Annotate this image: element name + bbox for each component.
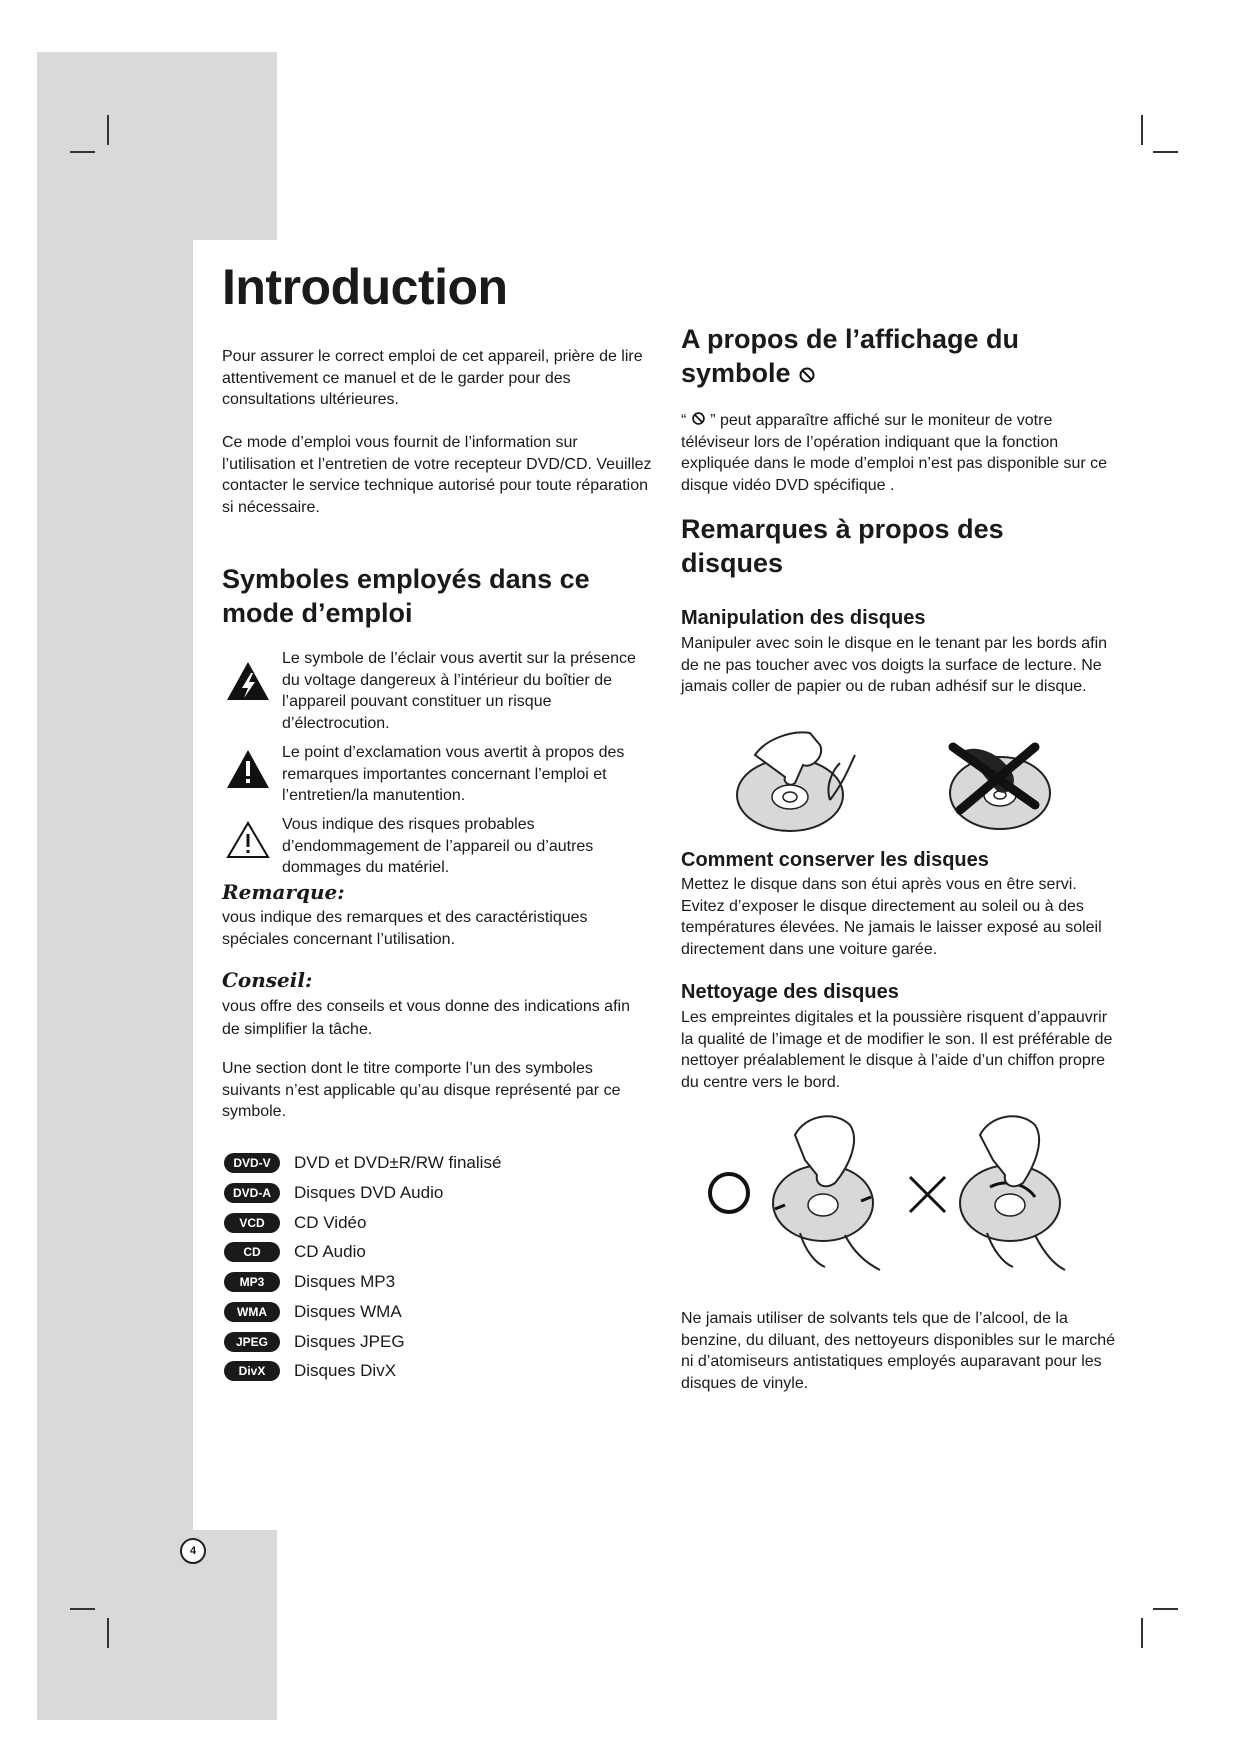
jpeg-badge-icon: JPEG	[224, 1332, 280, 1352]
list-item	[224, 1152, 584, 1176]
symbols-heading: Symboles employés dans ce mode d’emploi	[222, 564, 590, 628]
disc-type-label: Disques JPEG	[294, 1332, 405, 1351]
solvent-warning-text: Ne jamais utiliser de solvants tels que de l’alcool, de la benzine, du diluant, des nettoyeurs disponibles sur le marché ni d’atomiseurs antistatiques employés auparavant pour les disques de vinyle.	[681, 1310, 1116, 1392]
disc-type-label: Disques DivX	[294, 1361, 397, 1380]
display-symbol-heading-line1: A propos de l’affichage du	[681, 324, 1020, 354]
symbol-exclamation-text: Le point d’exclamation vous avertit à propos des remarques importantes concernant l’emploi et l’entretien/la manutention.	[282, 744, 625, 804]
disc-cleaning-illustration	[705, 1105, 1075, 1275]
caution-outline-triangle-icon	[225, 820, 271, 860]
display-symbol-text	[681, 410, 1121, 496]
list-item	[224, 1212, 584, 1236]
crop-mark	[1153, 151, 1178, 153]
storage-text: Mettez le disque dans son étui après vous en être servi. Evitez d’exposer le disque directement au soleil ou à des températures élevées. Ne jamais le laisser exposé au soleil directement dans une voiture garée.	[681, 876, 1102, 958]
crop-mark	[70, 1608, 95, 1610]
intro-paragraph-2: Ce mode d’emploi vous fournit de l’information sur l’utilisation et l’entretien de votre recepteur DVD/CD. Veuillez contacter le service technique autorisé pour toute réparation si nécessaire.	[222, 434, 652, 516]
disc-type-label: CD Audio	[294, 1242, 366, 1261]
cleaning-text: Les empreintes digitales et la poussière risquent d’appauvrir la qualité de l’image et de modifier le son. Il est préférable de nettoyer préalablement le disque à l’aide d’un chiffon propre du centre vers le bord.	[681, 1009, 1113, 1091]
mp3-badge-icon: MP3	[224, 1272, 280, 1292]
remarque-label: Remarque:	[222, 880, 345, 904]
cleaning-heading: Nettoyage des disques	[681, 981, 899, 1003]
page-title: Introduction	[222, 259, 508, 315]
storage-heading: Comment conserver les disques	[681, 849, 989, 871]
display-symbol-description: ” peut apparaître affiché sur le moniteur de votre téléviseur lors de l’opération indiquant que la fonction expliquée dans le mode d’emploi n’est pas disponible sur ce disque vidéo DVD spécifique .	[681, 412, 1108, 494]
crop-mark	[70, 151, 95, 153]
lightning-triangle-icon	[225, 660, 271, 702]
disc-type-label: Disques WMA	[294, 1302, 402, 1321]
crop-mark	[107, 1618, 109, 1648]
disc-type-label: Disques MP3	[294, 1272, 396, 1291]
display-symbol-heading	[681, 322, 1121, 390]
display-symbol-heading-line2: symbole	[681, 358, 791, 388]
crop-mark	[107, 115, 109, 145]
crop-mark	[1141, 1618, 1143, 1648]
wma-badge-icon: WMA	[224, 1302, 280, 1322]
prohibited-icon	[798, 366, 816, 384]
dvd-audio-badge-icon: DVD-A	[224, 1183, 280, 1203]
vcd-badge-icon: VCD	[224, 1213, 280, 1233]
prohibited-icon	[691, 411, 706, 426]
list-item	[224, 1360, 584, 1384]
quote-open: “	[681, 412, 687, 429]
symbol-caution-text: Vous indique des risques probables d’endommagement de l’appareil ou d’autres dommages du matériel.	[282, 816, 594, 876]
intro-paragraph-1: Pour assurer le correct emploi de cet appareil, prière de lire attentivement ce manuel et de le garder pour des consultations ultérieures.	[222, 348, 643, 408]
correct-cleaning-disc-icon	[773, 1116, 880, 1270]
handling-text: Manipuler avec soin le disque en le tenant par les bords afin de ne pas toucher avec vos doigts la surface de lecture. Ne jamais coller de papier ou de ruban adhésif sur le disque.	[681, 635, 1108, 695]
divx-badge-icon: DivX	[224, 1361, 280, 1381]
list-item	[224, 1271, 584, 1295]
conseil-text: vous offre des conseils et vous donne des indications afin de simplifier la tâche.	[222, 998, 630, 1038]
section-symbols-text: Une section dont le titre comporte l’un des symboles suivants n’est applicable qu’au disque représenté par ce symbole.	[222, 1060, 621, 1120]
dvd-video-badge-icon: DVD-V	[224, 1153, 280, 1173]
crop-mark	[1153, 1608, 1178, 1610]
incorrect-handling-disc-icon	[950, 747, 1050, 829]
list-item	[224, 1182, 584, 1206]
incorrect-cleaning-disc-icon	[960, 1116, 1065, 1270]
correct-handling-disc-icon	[737, 732, 855, 831]
crop-mark	[1141, 115, 1143, 145]
remarque-text: vous indique des remarques et des caractéristiques spéciales concernant l’utilisation.	[222, 909, 588, 948]
disc-type-label: CD Vidéo	[294, 1213, 367, 1232]
disc-type-label: DVD et DVD±R/RW finalisé	[294, 1153, 502, 1172]
conseil-label: Conseil:	[222, 968, 313, 992]
list-item	[224, 1241, 584, 1265]
symbol-lightning-text: Le symbole de l’éclair vous avertit sur la présence du voltage dangereux à l’intérieur du boîtier de l’appareil pouvant constituer un risque d’électrocution.	[282, 650, 636, 732]
correct-mark-icon	[710, 1174, 748, 1212]
list-item	[224, 1301, 584, 1325]
disc-notes-heading: Remarques à propos des disques	[681, 514, 1004, 578]
cd-badge-icon: CD	[224, 1242, 280, 1262]
disc-handling-illustration	[735, 725, 1065, 837]
handling-heading: Manipulation des disques	[681, 607, 926, 629]
incorrect-mark-icon	[910, 1177, 945, 1212]
page-number: 4	[180, 1538, 206, 1564]
disc-type-label: Disques DVD Audio	[294, 1183, 444, 1202]
exclamation-triangle-icon	[225, 748, 271, 790]
list-item	[224, 1331, 584, 1355]
